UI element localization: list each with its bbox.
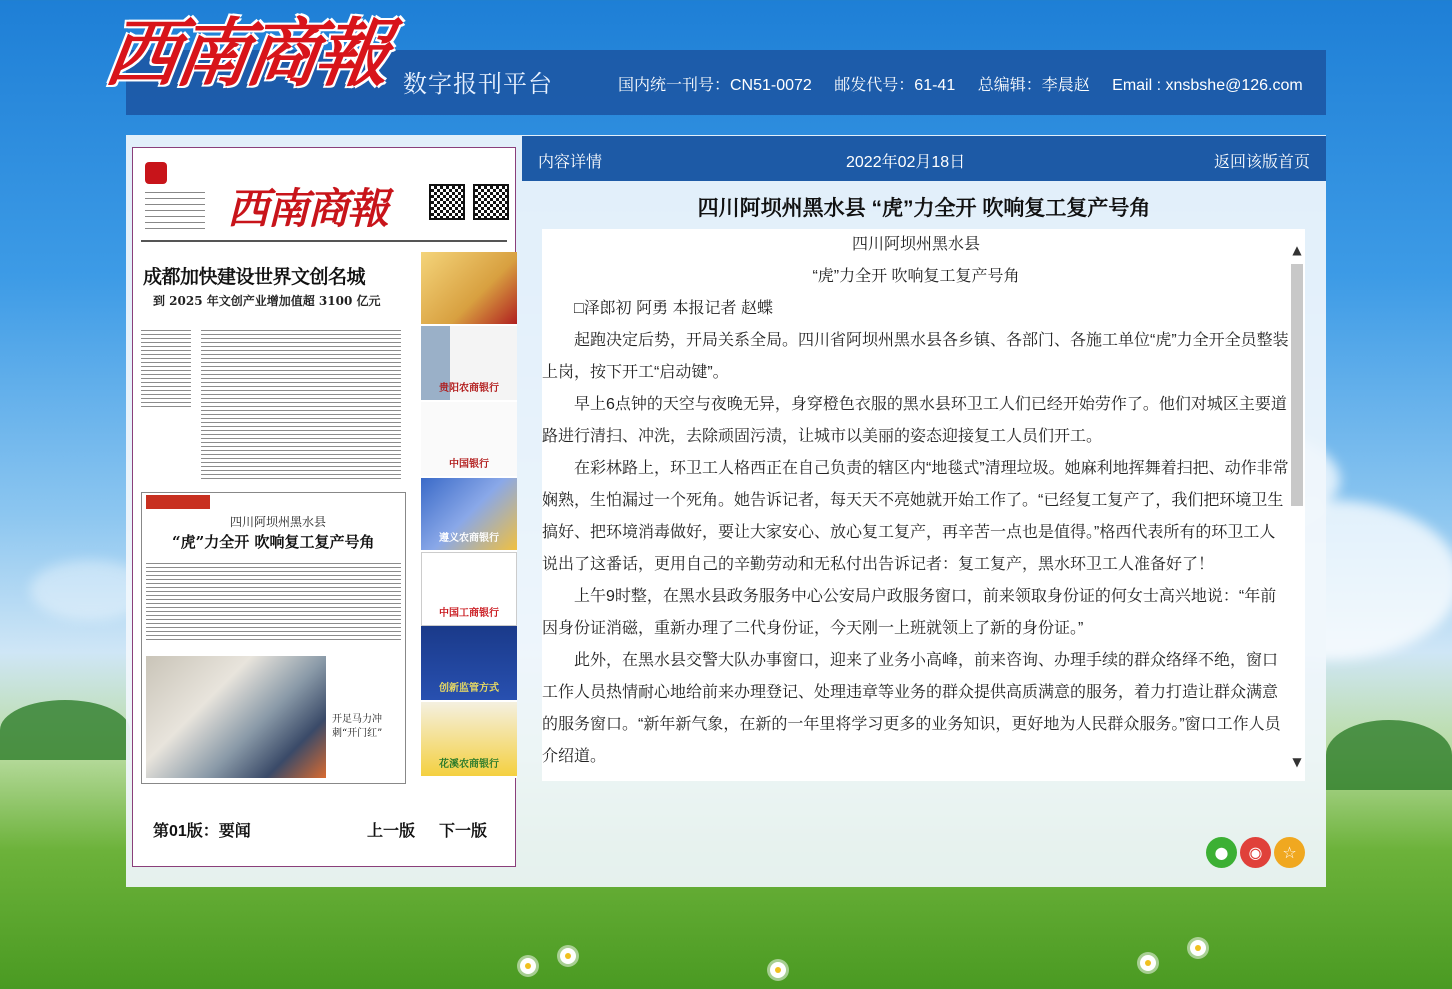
issue-date: 2022年02月18日: [846, 154, 966, 171]
article-text: [542, 229, 1290, 773]
paper-emblem: [145, 162, 167, 184]
next-page-link[interactable]: 下一版: [439, 823, 488, 840]
photo-caption: 开足马力冲刺“开门红”: [332, 714, 383, 739]
issn-info: 国内统一刊号：CN51-0072: [618, 77, 812, 94]
ad-label: 创新监管方式: [439, 683, 499, 694]
newspaper-page: [132, 147, 516, 867]
scroll-down-icon[interactable]: ▼: [1292, 755, 1302, 769]
qr-code-icon: [473, 184, 509, 220]
column-tag: [146, 495, 210, 509]
qr-code-icon: [429, 184, 465, 220]
article-subtitle: 四川阿坝州黑水县: [851, 236, 980, 253]
weibo-icon[interactable]: ◉: [1240, 837, 1271, 868]
paper-article-box[interactable]: [141, 492, 406, 784]
scroll-up-icon[interactable]: ▲: [1292, 243, 1302, 257]
tree-line: [0, 700, 130, 760]
article-byline: □泽郎初 阿勇 本报记者 赵蝶: [574, 300, 774, 317]
paper-text-block: [141, 330, 191, 410]
article-paragraph: 在彩林路上，环卫工人格西正在自己负责的辖区内“地毯式”清理垃圾。她麻利地挥舞着扫把、动作非常娴熟，生怕漏过一个死角。她告诉记者，每天天不亮她就开始工作了。“已经复工复产了，我们把环境卫生搞好、把环境消毒做好，要让大家安心、放心复工复产，再辛苦一点也是值得。”格西代表所有的环卫工人说出了这番话，更用自己的辛勤劳动和无私付出告诉记者：复工复产，黑水环卫工人准备好了！: [542, 460, 1289, 573]
flower-decoration: [1140, 955, 1156, 971]
ad-label: 遵义农商银行: [439, 533, 499, 544]
page-label: 第01版：要闻: [153, 823, 251, 840]
site-logo[interactable]: 西南商報: [99, 11, 393, 97]
ad-block[interactable]: [421, 402, 517, 478]
article-paragraph: 上午9时整，在黑水县政务服务中心公安局户政服务窗口，前来领取身份证的何女士高兴地说：“年前因身份证消磁，重新办理了二代身份证，今天刚一上班就领上了新的身份证。”: [542, 588, 1277, 637]
content-detail-label: 内容详情: [538, 154, 603, 171]
box-title-line2: “虎”力全开 吹响复工复产号角: [172, 533, 375, 551]
ad-block[interactable]: [421, 702, 517, 778]
box-title-line1: 四川阿坝州黑水县: [230, 515, 327, 529]
article-body[interactable]: [542, 229, 1305, 781]
editor-info: 总编辑：李晨赵: [977, 77, 1090, 94]
flower-decoration: [560, 948, 576, 964]
article-paragraph: 此外，在黑水县交警大队办事窗口，迎来了业务小高峰，前来咨询、办理手续的群众络绎不绝，窗口工作人员热情耐心地给前来办理登记、处理违章等业务的群众提供高质满意的服务，着力打造让群众满意的服务窗口。“新年新气象，在新的一年里将学习更多的业务知识，更好地为人民群众服务。”窗口工作人员介绍道。: [542, 652, 1281, 765]
ad-block[interactable]: [421, 626, 517, 702]
flower-decoration: [520, 958, 536, 974]
article-title: 四川阿坝州黑水县 “虎”力全开 吹响复工复产号角: [697, 197, 1151, 220]
paper-masthead: [141, 158, 507, 242]
paper-text-block: [146, 563, 401, 643]
article-scrollbar[interactable]: [1289, 236, 1305, 776]
email-info: Email : xnsbshe@126.com: [1112, 77, 1303, 94]
prev-page-link[interactable]: 上一版: [367, 823, 416, 840]
scrollbar-thumb[interactable]: [1291, 264, 1303, 506]
article-paragraph: 早上6点钟的天空与夜晚无异，身穿橙色衣服的黑水县环卫工人们已经开始劳作了。他们对城区主要道路进行清扫、冲洗，去除顽固污渍，让城市以美丽的姿态迎接复工人员们开工。: [542, 396, 1287, 445]
star-icon[interactable]: ☆: [1274, 837, 1305, 868]
flower-decoration: [1190, 940, 1206, 956]
ad-block[interactable]: [421, 252, 517, 326]
ad-block[interactable]: [421, 552, 517, 626]
paper-date-block: [145, 192, 205, 232]
ad-block[interactable]: [421, 478, 517, 552]
flower-decoration: [770, 962, 786, 978]
ad-label: 贵阳农商银行: [439, 383, 499, 394]
article-subtitle: “虎”力全开 吹响复工复产号角: [812, 268, 1020, 285]
back-to-page-link[interactable]: 返回该版首页: [1213, 154, 1310, 171]
ad-label: 花溪农商银行: [439, 759, 499, 770]
tree-line: [1326, 720, 1452, 790]
paper-photo: [146, 656, 326, 778]
wechat-icon[interactable]: ●: [1206, 837, 1237, 868]
paper-headline[interactable]: 成都加快建设世界文创名城: [143, 266, 366, 288]
ad-label: 中国银行: [449, 459, 489, 470]
ad-label: 中国工商银行: [439, 608, 499, 619]
ad-block[interactable]: [421, 326, 517, 402]
platform-title: 数字报刊平台: [403, 71, 553, 98]
paper-subheadline: 到 2025 年文创产业增加值超 3100 亿元: [153, 294, 381, 308]
article-paragraph: 起跑决定后势，开局关系全局。四川省阿坝州黑水县各乡镇、各部门、各施工单位“虎”力全开全员整装上岗，按下开工“启动键”。: [542, 332, 1289, 381]
paper-logo: 西南商報: [227, 184, 388, 233]
header-info: [618, 72, 1321, 95]
article-bar: [522, 136, 1326, 181]
paper-text-block[interactable]: [201, 330, 401, 480]
postal-info: 邮发代号：61-41: [834, 77, 956, 94]
